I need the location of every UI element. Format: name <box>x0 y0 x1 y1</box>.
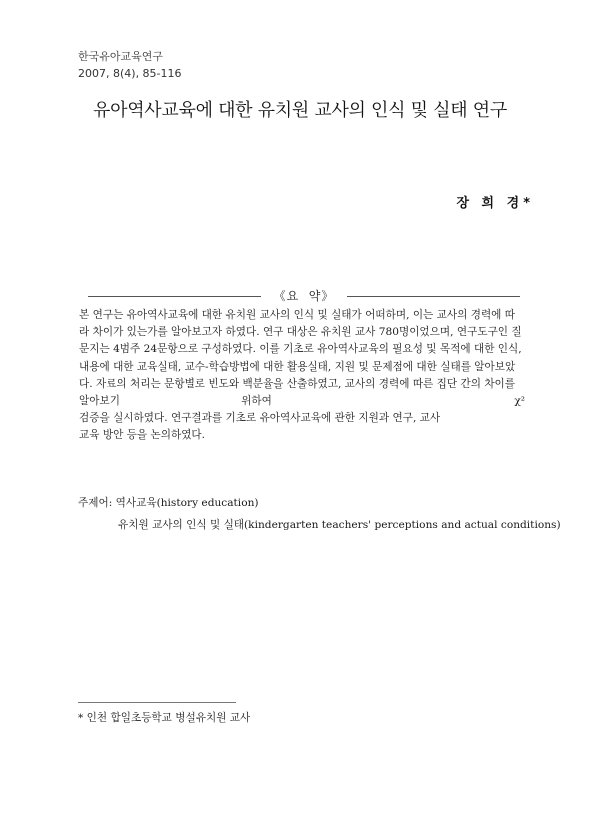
keyword-primary: 역사교육(history education) <box>115 497 259 509</box>
abstract-line: 본 연구는 유아역사교육에 대한 유치원 교사의 인식 및 실태가 어떠하며, 이는 교사의 경력에 따 <box>79 309 516 321</box>
journal-name: 한국유아교육연구 <box>78 50 164 63</box>
footnote: * 인천 합일초등학교 병설유치원 교사 <box>78 712 251 724</box>
abstract-line: 다. 자료의 처리는 문항별로 빈도와 백분율을 산출하였고, 교사의 경력에 따른 집단 간의 차이를 <box>79 377 516 390</box>
abstract-heading-label: 《요 약》 <box>273 289 335 303</box>
abstract-line: 라 차이가 있는가를 알아보고자 하였다. 연구 대상은 유치원 교사 780명이었으며, 연구도구인 질 <box>79 326 522 339</box>
paper-title: 유아역사교육에 대한 유치원 교사의 인식 및 실태 연구 <box>93 100 507 121</box>
abstract-rule-right <box>347 296 520 297</box>
abstract-line-part: 검증을 실시하였다. 연구결과를 기초로 유아역사교육에 관한 지원과 연구, 교사 <box>79 412 441 425</box>
keywords-row-secondary <box>78 514 561 536</box>
abstract-line-part: 알아보기 위하여 <box>79 395 515 408</box>
keywords-row-primary <box>78 492 561 514</box>
chi-square-symbol: χ² <box>514 395 525 408</box>
journal-info <box>78 48 182 82</box>
abstract-line: 교육 방안 등을 논의하였다. <box>79 429 206 442</box>
keywords-label: 주제어: <box>78 497 113 509</box>
author-name: 장 희 경* <box>456 196 534 211</box>
abstract-heading <box>88 289 520 303</box>
abstract-body <box>79 307 525 445</box>
abstract-line <box>79 393 525 427</box>
keywords-section <box>78 492 561 536</box>
journal-citation: 2007, 8(4), 85-116 <box>78 67 182 80</box>
footnote-divider <box>78 702 236 703</box>
abstract-line: 내용에 대한 교육실태, 교수-학습방법에 대한 활용실태, 지원 및 문제점에 대한 실태를 알아보았 <box>79 360 516 373</box>
keyword-secondary: 유치원 교사의 인식 및 실태(kindergarten teachers' perceptions and actual conditions) <box>118 519 561 531</box>
abstract-line: 문지는 4범주 24문항으로 구성하였다. 이를 기초로 유아역사교육의 필요성 및 목적에 대한 인식, <box>79 343 522 356</box>
